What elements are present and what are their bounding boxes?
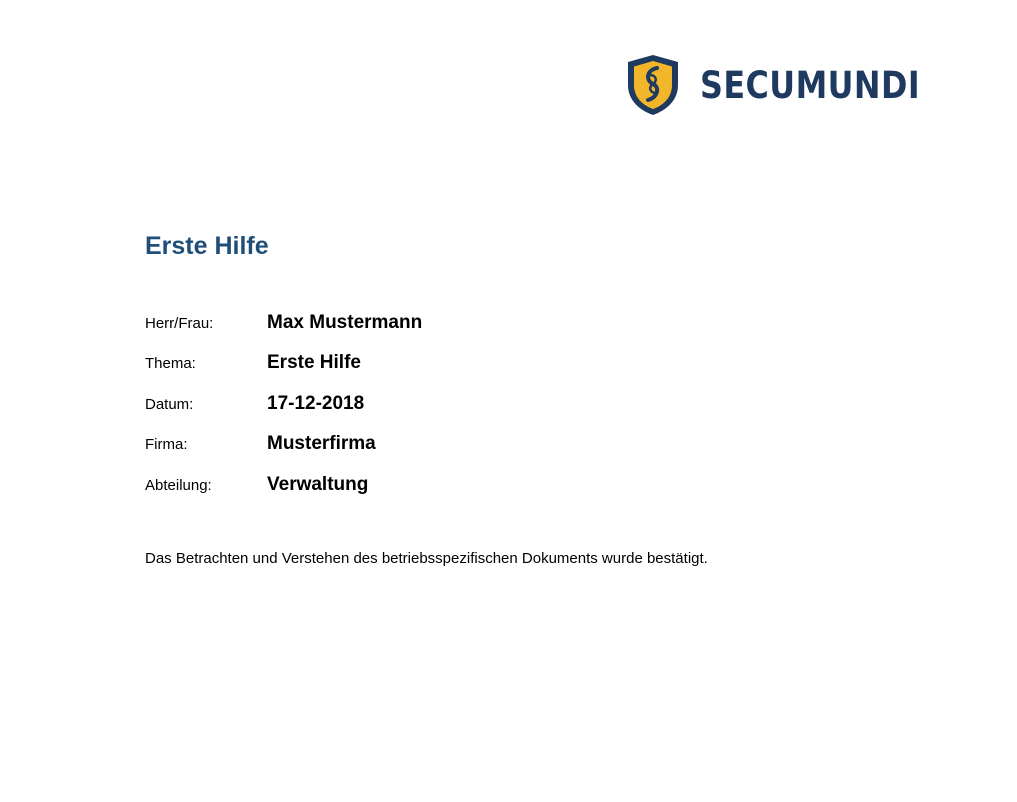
- field-row-date: [145, 393, 645, 417]
- field-label-department: Abteilung:: [145, 477, 212, 494]
- field-row-topic: [145, 352, 645, 376]
- logo-wordmark: SECUMUNDI: [700, 63, 921, 107]
- field-value-department: Verwaltung: [267, 474, 369, 495]
- field-label-topic: Thema:: [145, 355, 196, 372]
- field-label-date: Datum:: [145, 396, 194, 413]
- field-value-date: 17-12-2018: [267, 393, 365, 414]
- field-row-name: [145, 312, 645, 336]
- shield-logo-icon: [626, 53, 680, 117]
- field-label-name: Herr/Frau:: [145, 315, 214, 332]
- field-value-name: Max Mustermann: [267, 312, 423, 333]
- field-row-department: [145, 474, 645, 498]
- field-row-company: [145, 433, 645, 457]
- company-logo: [626, 53, 956, 117]
- field-value-topic: Erste Hilfe: [267, 352, 361, 373]
- document-title: Erste Hilfe: [145, 232, 269, 260]
- confirmation-text: Das Betrachten und Verstehen des betriebsspezifischen Dokuments wurde bestätigt.: [145, 550, 708, 567]
- field-value-company: Musterfirma: [267, 433, 376, 454]
- field-label-company: Firma:: [145, 436, 188, 453]
